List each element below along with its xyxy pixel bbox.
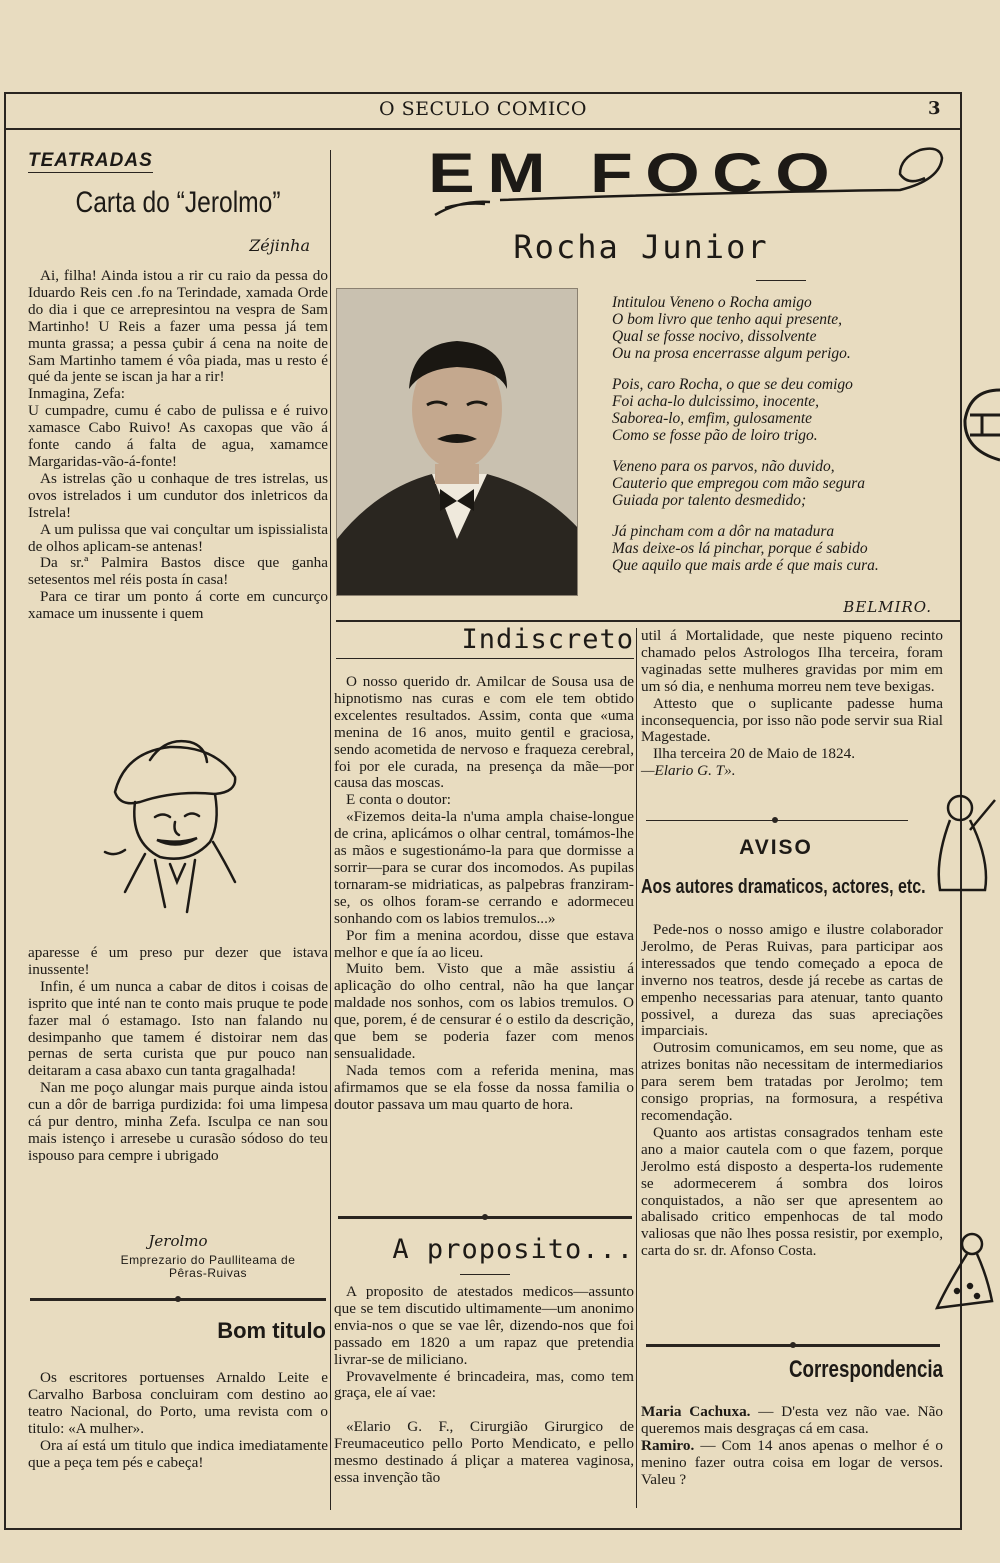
correspondent-reply: — Com 14 anos apenas o melhor é o menino fazer outra coisa em logar de versos. Valeu ? — [641, 1436, 943, 1488]
verse-line: Cauterio que empregou com mão segura — [612, 475, 865, 492]
paragraph: Muito bem. Visto que a mãe assistiu á aplicação do olho central, não ha que lançar maldade nos sonhos, com os labios tremulos. O que, porem, é de censurar é o estilo da descrição, que bem se poderia fazer com menos sensualidade. — [334, 960, 634, 1062]
teatradas-header — [28, 150, 328, 173]
correspondence-entry — [641, 1404, 943, 1438]
teatradas-body-bottom — [28, 945, 328, 1165]
header-rule — [4, 128, 962, 130]
paragraph: Pede-nos o nosso amigo e ilustre colaborador Jerolmo, de Peras Ruivas, para participar aos interessados que tendo começado a epoca de inverno nos teatros, desde já recebe as cartas de empenho necessarias para atenuar, tanto quanto possivel, a dureza das suas apreciações imparciais. — [641, 921, 943, 1040]
verse-line: Mas deixe-os lá pinchar, porque é sabido — [612, 540, 868, 557]
verse-line: Como se fosse pão de loiro trigo. — [612, 427, 818, 444]
bom-titulo-header — [30, 1318, 326, 1344]
verse-line: Saborea-lo, emfim, gulosamente — [612, 410, 813, 427]
em-foco-bottom-rule — [336, 620, 960, 622]
paragraph: O nosso querido dr. Amilcar de Sousa usa de hipnotismo nas curas e com ele tem obtido excelentes resultados. Assim, conta que «uma menina de 16 anos, muito gentil e graciosa, sendo acometida de nervoso e fraqueza cerebral, foi por ele curada, na presença da mãe—por causa das moscas. — [334, 673, 634, 792]
lady-margin-icon — [932, 1226, 1000, 1326]
column-divider-1 — [330, 150, 331, 1510]
paragraph: «Elario G. F., Cirurgião Girurgico de Freumaceutico pello Porto Mendicato, e pello mesmo destinado á pliçar a materea vaginosa, essa invenção tão — [334, 1418, 634, 1487]
tram-margin-icon — [960, 380, 1000, 470]
stanza-1 — [612, 294, 952, 362]
byline-zejinha: Zéjinha — [249, 236, 310, 255]
em-foco-subject: Rocha Junior — [513, 228, 769, 266]
correspondence-entry — [641, 1438, 943, 1489]
paragraph: A um pulissa que vai conçultar um ispissialista de olhos aplicam-se antenas! — [28, 520, 328, 555]
paragraph: Nan me poço alungar mais purque ainda istou cun a dôr de barriga purdizida: foi uma limpesa cá pur dentro, minha Zefa. Isculpa ce nan sou mais istenço i arresebe u curasão sódoso do teu ispouso para cempre i ubrigado — [28, 1079, 328, 1164]
ornament-dot — [482, 1214, 488, 1220]
jerolmo-caricature — [95, 732, 265, 922]
paragraph: aparesse é um preso pur dezer que istava inussente! — [28, 944, 328, 978]
verse-line: O bom livro que tenho aqui presente, — [612, 311, 843, 328]
sonnet — [612, 294, 952, 588]
aviso-body — [641, 922, 943, 1260]
paragraph: Infin, é um nunca a cabar de ditos i coisas de isprito que inté nan te conto mais pruque te pode fazer mal ó estamago. Isto nan falando nu desimpanho que tamem é distoirar nem das pernas de serta curista que pur pouco nan deitaram a casa abaxo cun tanta gragalhada! — [28, 977, 328, 1080]
paragraph: —Elario G. T». — [641, 762, 736, 780]
subject-rule — [756, 280, 806, 281]
paragraph: U cumpadre, cumu é cabo de pulissa e é ruivo xamasce Cabo Ruivo! As caxopas que vão á fonte cando á falta de agua, xamamce Margaridas-vão-á-fonte! — [28, 402, 328, 470]
teatradas-body-top — [28, 268, 328, 623]
paragraph: Por fim a menina acordou, disse que estava melhor e que ía ao liceu. — [334, 926, 634, 961]
a-proposito-body — [334, 1284, 634, 1487]
paragraph: Ora aí está um titulo que indica imediatamente que a peça tem pés e cabeça! — [28, 1436, 328, 1471]
figure-margin-icon — [930, 780, 1000, 900]
correspondent-reply: — D'esta vez não vae. Não queremos mais desgraças cá em casa. — [641, 1403, 943, 1437]
paragraph: Inmagina, Zefa: — [28, 385, 125, 403]
paragraph: As istrelas ção u conhaque de tres istrelas, us ovos istrelados i um cundutor dos inletricos da Istrela! — [28, 469, 328, 521]
carta-title-wrap — [28, 186, 328, 220]
aviso-subtitle: Aos autores dramaticos, actores, etc. — [641, 876, 926, 898]
verse-line: Guiada por talento desmedido; — [612, 492, 807, 509]
section-label-teatradas: TEATRADAS — [28, 150, 153, 171]
portrait-photo — [336, 288, 578, 596]
article-title-a-proposito: A proposito... — [392, 1234, 634, 1265]
ornament-dot — [772, 817, 778, 823]
paragraph: «Fizemos deita-la n'uma ampla chaise-longue de crina, aplicámos o olhar central, tomámos-lhe as mãos e sugestionámo-la para que dormisse a sorrir—para se curar dos incomodos. As pupilas tornaram-se midriaticas, as palpebras franziram-se, os olhos foram-se cerrando e adormeceu sonhando com os labios tremulos...» — [334, 808, 634, 927]
column-divider-2 — [636, 628, 637, 1508]
signature-subtitle: Emprezario do Paulliteama de Pêras-Ruivas — [120, 1253, 296, 1280]
indiscreto-rule — [336, 658, 634, 659]
verse-line: Ou na prosa encerrasse algum perigo. — [612, 345, 851, 362]
ornament-dot — [175, 1296, 181, 1302]
paragraph: Nada temos com a referida menina, mas afirmamos que se ela fosse da nossa familia o doutor passava um mau quarto de hora. — [334, 1061, 634, 1113]
article-title-carta: Carta do “Jerolmo” — [75, 186, 281, 219]
ornament-dot — [790, 1342, 796, 1348]
stanza-3 — [612, 458, 952, 509]
paragraph: Provavelmente é brincadeira, mas, como tem graça, ele aí vae: — [334, 1367, 634, 1402]
paragraph: Da sr.ª Palmira Bastos disce que ganha setesentos mel réis posta ín casa! — [28, 554, 328, 589]
certificate-continued — [641, 628, 943, 780]
verse-line: Que aquilo que mais arde é que mais cura. — [612, 557, 879, 574]
article-title-indiscreto: Indiscreto — [461, 624, 634, 655]
article-title-bom-titulo: Bom titulo — [217, 1318, 326, 1343]
em-foco-flourish — [430, 140, 950, 220]
page-number: 3 — [928, 98, 941, 119]
verse-line: Já pincham com a dôr na matadura — [612, 523, 835, 540]
bom-titulo-body — [28, 1370, 328, 1471]
verse-line: Qual se fosse nocivo, dissolvente — [612, 328, 817, 345]
paragraph: E conta o doutor: — [346, 791, 452, 809]
indiscreto-body — [334, 674, 634, 1114]
section-title-em-foco: EM FOCO — [428, 141, 843, 204]
correspondent-name: Ramiro. — [641, 1436, 695, 1454]
correspondencia-header — [641, 1356, 943, 1384]
correspondencia-title: Correspondencia — [789, 1356, 943, 1383]
verse-line: Foi acha-lo dulcissimo, inocente, — [612, 393, 820, 410]
verse-line: Intitulou Veneno o Rocha amigo — [612, 294, 812, 311]
newspaper-title: O SECULO COMICO — [379, 98, 587, 120]
paragraph: Quanto aos artistas consagrados tenham este ano a maior cautela com o que fazem, porque Jerolmo está disposto a desperta-los rudemente se adormecerem á sombra dos loiros conquistados, a não ser que apresentem ao abalisado critico empenhocas de tal modo valiosas que não lhes possa resistir, por exemplo, carta do sr. dr. Afonso Costa. — [641, 1123, 943, 1260]
sonnet-signature: BELMIRO. — [843, 598, 932, 616]
paragraph: Os escritores portuenses Arnaldo Leite e Carvalho Barbosa concluiram com destino ao teatro Nacional, do Porto, uma revista com o titulo: «A mulher». — [28, 1369, 328, 1437]
paragraph: Ai, filha! Ainda istou a rir cu raio da pessa do Iduardo Reis cen .fo na Terindade, xamada Orde do dia i que ce arrepresintou na vespra de Sam Martinho! U Reis a fazer uma pessa já tem munta grassa; a pessa çubir á cena na noite de Sam Martinho tamem é vôa piada, mas u resto é qué da jente se iscan ja har a rir! — [28, 267, 328, 386]
correspondent-name: Maria Cachuxa. — [641, 1403, 751, 1420]
aviso-subtitle-wrap — [641, 876, 943, 899]
paragraph: Outrosim comunicamos, em seu nome, que as atrizes bonitas não necessitam de intermediarios para serem bem tratadas por Jerolmo; tem consigo proprias, na formosura, a respétiva recomendação. — [641, 1039, 943, 1124]
verse-line: Veneno para os parvos, não duvido, — [612, 458, 835, 475]
paragraph: A proposito de atestados medicos—assunto que se tem discutido ultimamente—um anonimo envia-nos o que se vae lêr, dizendo-nos que foi passado em 1820 a um rapaz que pretendia livrar-se de miliciano. — [334, 1283, 634, 1368]
signature-jerolmo: Jerolmo — [148, 1232, 208, 1250]
correspondencia-body — [641, 1404, 943, 1489]
verse-line: Pois, caro Rocha, o que se deu comigo — [612, 376, 853, 393]
paragraph: Ilha terceira 20 de Maio de 1824. — [653, 745, 855, 763]
stanza-4 — [612, 523, 952, 574]
paragraph: Attesto que o suplicante padesse huma inconsequencia, por isso não pode servir sua Rial Magestade. — [641, 694, 943, 746]
paragraph: Para ce tirar um ponto á corte em cuncurço xamace um inussente i quem — [28, 588, 328, 623]
a-proposito-rule — [460, 1274, 510, 1275]
paragraph: util á Mortalidade, que neste piqueno recinto chamado pelos Astrologos Ilha terceira, foram vaginadas sette mulheres gravidas por mim em um só dia, e nenhuma morreu nem teve bexigas. — [641, 627, 943, 695]
aviso-title: AVISO — [739, 836, 813, 859]
stanza-2 — [612, 376, 952, 444]
